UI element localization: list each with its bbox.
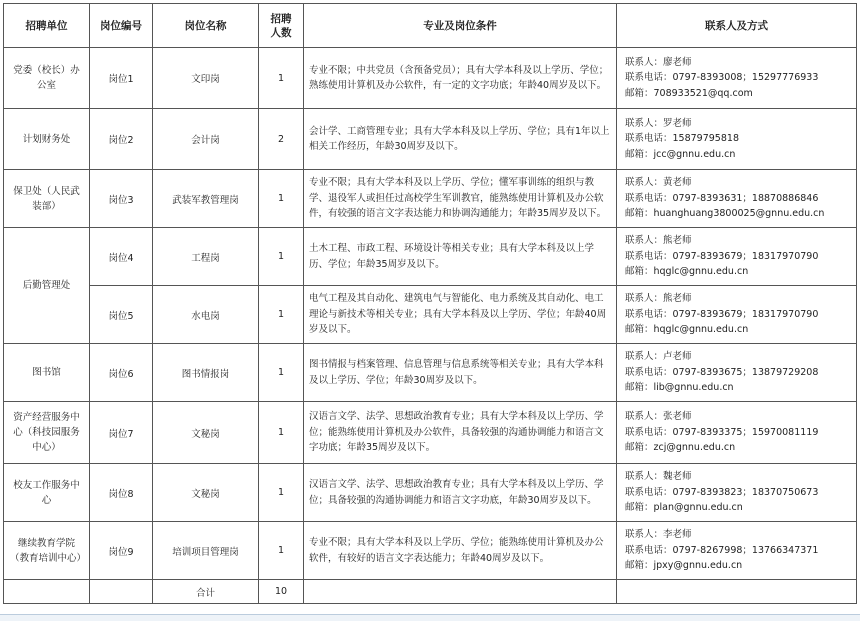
name-cell: 培训项目管理岗 xyxy=(153,522,259,580)
name-cell: 文印岗 xyxy=(153,48,259,109)
contact-email: 邮箱：jcc@gnnu.edu.cn xyxy=(625,148,736,160)
conditions-cell: 土木工程、市政工程、环境设计等相关专业；具有大学本科及以上学历、学位；年龄35周岁及以下。 xyxy=(304,228,617,286)
contact-person: 联系人：魏老师 xyxy=(625,471,692,483)
conditions-cell: 电气工程及其自动化、建筑电气与智能化、电力系统及其自动化、电工理论与新技术等相关专业；具有大学本科及以上学历、学位；年龄40周岁及以下。 xyxy=(304,286,617,344)
unit-cell: 党委（校长）办公室 xyxy=(4,48,90,109)
name-cell: 图书情报岗 xyxy=(153,344,259,402)
contact-cell xyxy=(617,522,857,580)
header-conditions: 专业及岗位条件 xyxy=(304,4,617,48)
total-count: 10 xyxy=(259,580,304,604)
contact-phone: 联系电话：0797-8393679；18317970790 xyxy=(625,308,819,320)
header-count: 招聘人数 xyxy=(259,4,304,48)
unit-cell: 继续教育学院（教育培训中心） xyxy=(4,522,90,580)
conditions-cell: 汉语言文学、法学、思想政治教育专业；具有大学本科及以上学历、学位；具备较强的沟通协调能力和语言文字功底，年龄30周岁及以下。 xyxy=(304,464,617,522)
contact-email: 邮箱：hqglc@gnnu.edu.cn xyxy=(625,324,749,336)
table-row xyxy=(4,228,857,286)
name-cell: 会计岗 xyxy=(153,109,259,170)
conditions-cell: 专业不限；中共党员（含预备党员）；具有大学本科及以上学历、学位；熟练使用计算机及办公软件，有一定的文字功底；年龄40周岁及以下。 xyxy=(304,48,617,109)
count-cell: 1 xyxy=(259,522,304,580)
contact-person: 联系人：黄老师 xyxy=(625,177,692,189)
contact-phone: 联系电话：0797-8267998；13766347371 xyxy=(625,544,819,556)
contact-email: 邮箱：hqglc@gnnu.edu.cn xyxy=(625,266,749,278)
contact-cell xyxy=(617,464,857,522)
contact-phone: 联系电话：0797-8393679；18317970790 xyxy=(625,250,819,262)
contact-cell xyxy=(617,286,857,344)
count-cell: 1 xyxy=(259,286,304,344)
code-cell: 岗位1 xyxy=(90,48,153,109)
contact-email: 邮箱：plan@gnnu.edu.cn xyxy=(625,502,743,514)
header-row xyxy=(4,4,857,48)
unit-cell: 保卫处（人民武装部） xyxy=(4,170,90,228)
table-row xyxy=(4,170,857,228)
contact-person: 联系人：熊老师 xyxy=(625,293,692,305)
header-unit: 招聘单位 xyxy=(4,4,90,48)
table-row xyxy=(4,402,857,464)
contact-cell xyxy=(617,109,857,170)
code-cell: 岗位4 xyxy=(90,228,153,286)
table-row xyxy=(4,109,857,170)
code-cell: 岗位2 xyxy=(90,109,153,170)
unit-cell: 图书馆 xyxy=(4,344,90,402)
contact-person: 联系人：张老师 xyxy=(625,411,692,423)
count-cell: 1 xyxy=(259,228,304,286)
contact-email: 邮箱：jpxy@gnnu.edu.cn xyxy=(625,560,743,572)
code-cell: 岗位6 xyxy=(90,344,153,402)
name-cell: 水电岗 xyxy=(153,286,259,344)
contact-person: 联系人：熊老师 xyxy=(625,235,692,247)
count-cell: 2 xyxy=(259,109,304,170)
count-cell: 1 xyxy=(259,48,304,109)
unit-cell: 资产经营服务中心（科技园服务中心） xyxy=(4,402,90,464)
contact-email: 邮箱：708933521@qq.com xyxy=(625,87,753,99)
header-contact: 联系人及方式 xyxy=(617,4,857,48)
count-cell: 1 xyxy=(259,344,304,402)
unit-cell: 校友工作服务中心 xyxy=(4,464,90,522)
table-row xyxy=(4,464,857,522)
table-row xyxy=(4,48,857,109)
conditions-cell: 汉语言文学、法学、思想政治教育专业；具有大学本科及以上学历、学位；能熟练使用计算机及办公软件，具备较强的沟通协调能力和语言文字功底；年龄35周岁及以下。 xyxy=(304,402,617,464)
name-cell: 文秘岗 xyxy=(153,402,259,464)
conditions-cell: 会计学、工商管理专业；具有大学本科及以上学历、学位；具有1年以上相关工作经历，年龄30周岁及以下。 xyxy=(304,109,617,170)
unit-cell: 计划财务处 xyxy=(4,109,90,170)
contact-cell xyxy=(617,228,857,286)
recruitment-table xyxy=(3,3,857,604)
contact-email: 邮箱：lib@gnnu.edu.cn xyxy=(625,382,734,394)
contact-phone: 联系电话：0797-8393375；15970081119 xyxy=(625,426,819,438)
contact-phone: 联系电话：0797-8393008；15297776933 xyxy=(625,72,819,84)
code-cell: 岗位9 xyxy=(90,522,153,580)
contact-email: 邮箱：huanghuang3800025@gnnu.edu.cn xyxy=(625,208,825,220)
total-empty-unit xyxy=(4,580,90,604)
count-cell: 1 xyxy=(259,402,304,464)
contact-cell xyxy=(617,402,857,464)
conditions-cell: 图书情报与档案管理、信息管理与信息系统等相关专业；具有大学本科及以上学历、学位；年龄30周岁及以下。 xyxy=(304,344,617,402)
contact-cell xyxy=(617,344,857,402)
total-empty-code xyxy=(90,580,153,604)
count-cell: 1 xyxy=(259,170,304,228)
code-cell: 岗位7 xyxy=(90,402,153,464)
contact-phone: 联系电话：0797-8393823；18370750673 xyxy=(625,486,819,498)
header-code: 岗位编号 xyxy=(90,4,153,48)
unit-cell: 后勤管理处 xyxy=(4,228,90,344)
contact-person: 联系人：李老师 xyxy=(625,529,692,541)
total-label: 合计 xyxy=(153,580,259,604)
header-name: 岗位名称 xyxy=(153,4,259,48)
contact-cell xyxy=(617,170,857,228)
code-cell: 岗位3 xyxy=(90,170,153,228)
contact-email: 邮箱：zcj@gnnu.edu.cn xyxy=(625,442,736,454)
name-cell: 工程岗 xyxy=(153,228,259,286)
contact-cell xyxy=(617,48,857,109)
code-cell: 岗位5 xyxy=(90,286,153,344)
contact-phone: 联系电话：0797-8393675；13879729208 xyxy=(625,366,819,378)
table-row xyxy=(4,522,857,580)
conditions-cell: 专业不限；具有大学本科及以上学历、学位；能熟练使用计算机及办公软件，有较好的语言文字表达能力；年龄40周岁及以下。 xyxy=(304,522,617,580)
total-empty-contact xyxy=(617,580,857,604)
table-row xyxy=(4,286,857,344)
count-cell: 1 xyxy=(259,464,304,522)
total-empty-conditions xyxy=(304,580,617,604)
code-cell: 岗位8 xyxy=(90,464,153,522)
total-row xyxy=(4,580,857,604)
name-cell: 武装军教管理岗 xyxy=(153,170,259,228)
contact-phone: 联系电话：0797-8393631；18870886846 xyxy=(625,192,819,204)
table-row xyxy=(4,344,857,402)
name-cell: 文秘岗 xyxy=(153,464,259,522)
contact-person: 联系人：罗老师 xyxy=(625,117,692,129)
contact-phone: 联系电话：15879795818 xyxy=(625,133,739,145)
contact-person: 联系人：廖老师 xyxy=(625,56,692,68)
contact-person: 联系人：卢老师 xyxy=(625,351,692,363)
conditions-cell: 专业不限；具有大学本科及以上学历、学位；懂军事训练的组织与教学、退役军人或担任过高校学生军训教官，能熟练使用计算机及办公软件，有较强的语言文字表达能力和协调沟通能力；年龄35周岁及以下。 xyxy=(304,170,617,228)
